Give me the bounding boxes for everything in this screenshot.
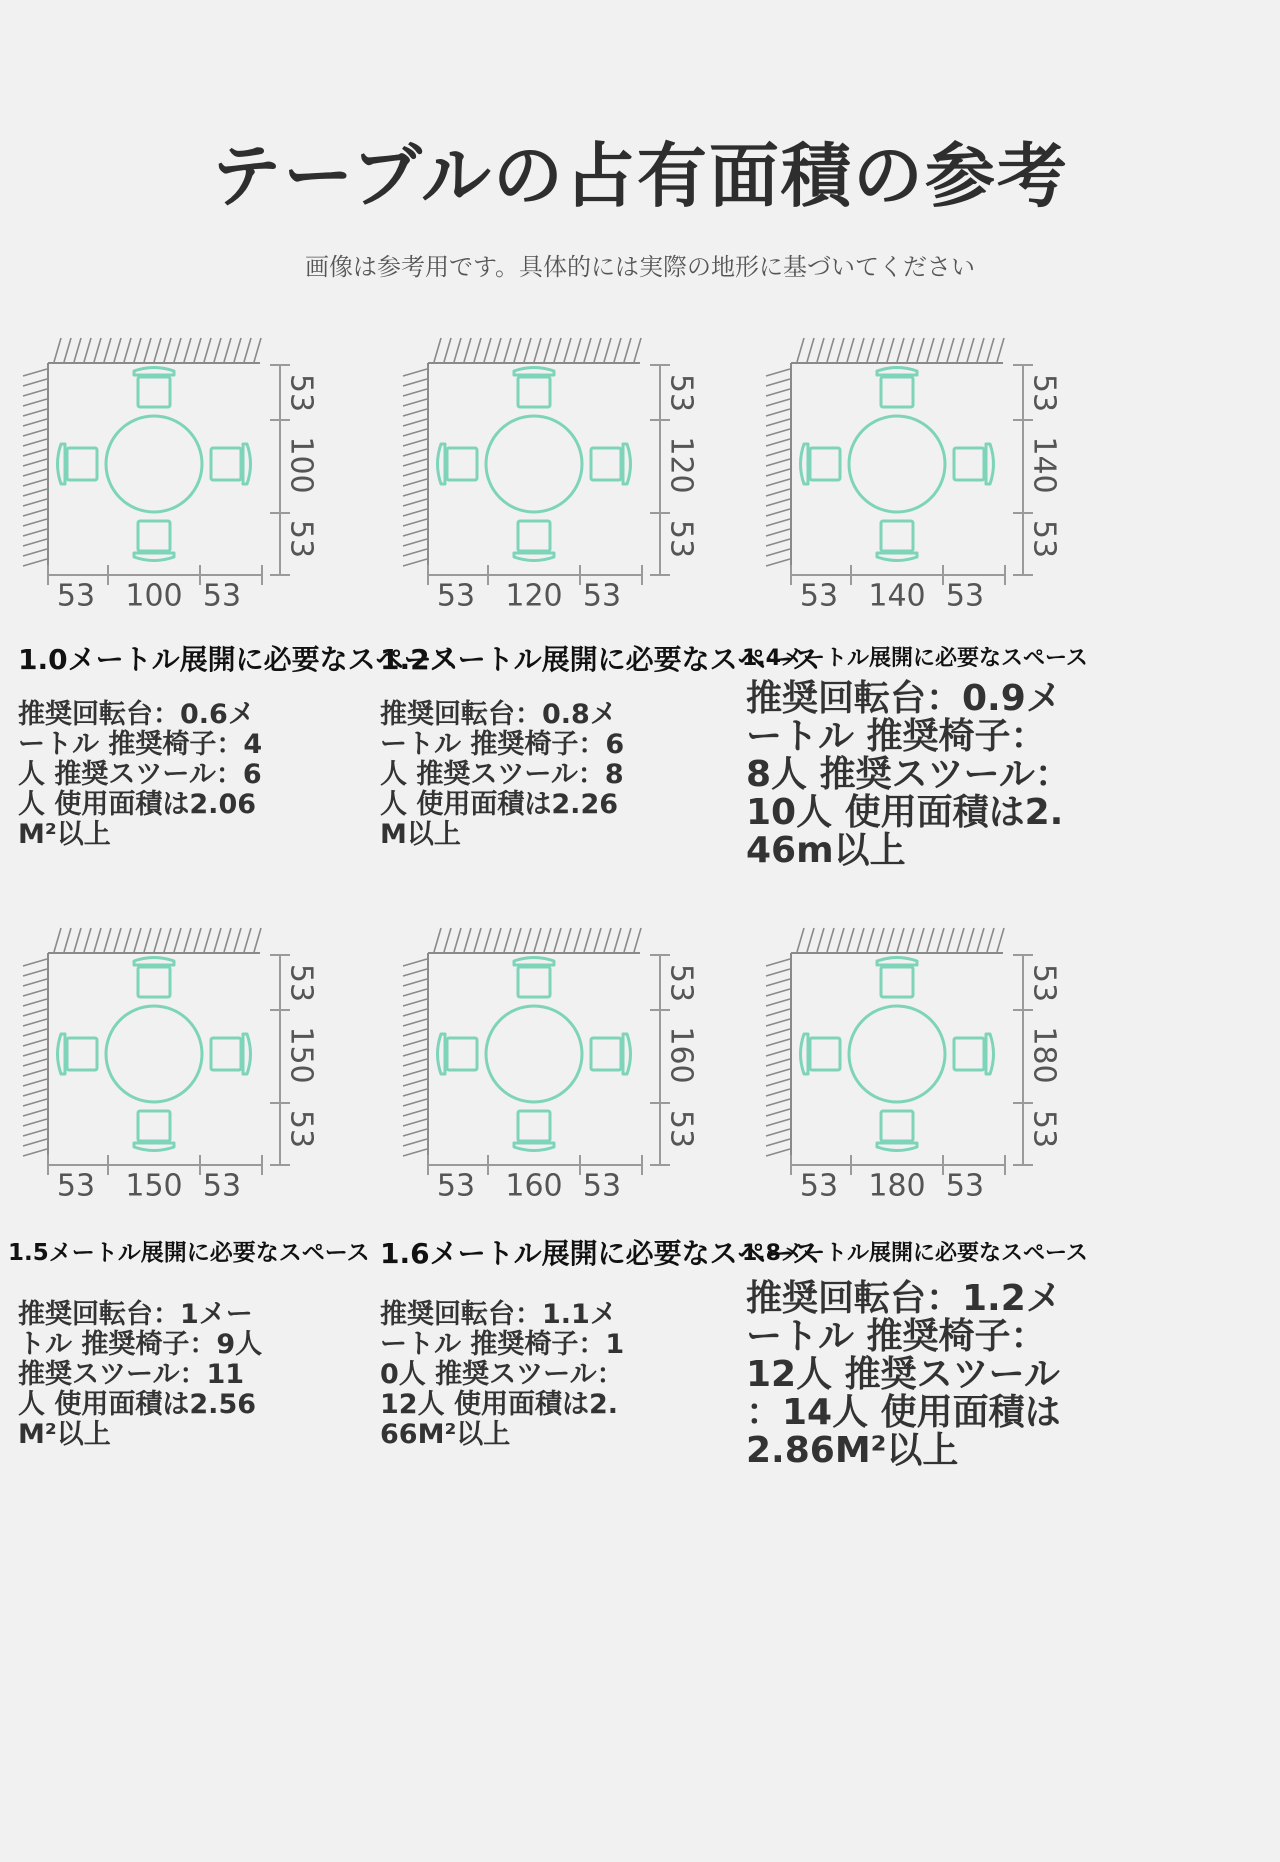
dim-right-table: 140 — [1026, 436, 1062, 494]
chair-bottom-icon — [877, 521, 917, 561]
dim-right-table: 120 — [663, 436, 699, 494]
dim-right-table: 150 — [283, 1026, 319, 1084]
dim-bottom-left: 53 — [436, 1168, 476, 1204]
dim-bottom-table: 120 — [505, 578, 563, 614]
dim-bottom-right: 53 — [945, 578, 985, 614]
dim-right-table: 100 — [283, 436, 319, 494]
dim-right-top: 53 — [283, 963, 319, 1003]
chair-top-icon — [877, 958, 917, 998]
option-heading-5: 1.6メートル展開に必要なスペース — [380, 1237, 821, 1270]
dim-bottom-left: 53 — [799, 1168, 839, 1204]
chair-top-icon — [514, 368, 554, 408]
diagram-svg — [400, 925, 730, 1255]
dim-right-top: 53 — [663, 373, 699, 413]
dim-right-bottom: 53 — [283, 1109, 319, 1149]
chair-left-icon — [438, 444, 478, 484]
chair-bottom-icon — [514, 1111, 554, 1151]
option-heading-6: 1.8メートル展開に必要なスペース — [742, 1241, 1088, 1266]
option-spec-1: 推奨回転台：0.6メートル 推奨椅子：4人 推奨スツール：6人 使用面積は2.06M²以上 — [18, 699, 263, 850]
diagram-svg — [763, 335, 1093, 665]
round-table-icon — [849, 416, 945, 512]
dim-right-bottom: 53 — [663, 1109, 699, 1149]
diagram-svg — [400, 335, 730, 665]
chair-bottom-icon — [134, 1111, 174, 1151]
option-heading-1: 1.0メートル展開に必要なスペース — [18, 643, 459, 676]
diagram-svg — [20, 925, 350, 1255]
chair-left-icon — [801, 444, 841, 484]
dim-bottom-table: 100 — [125, 578, 183, 614]
option-spec-5: 推奨回転台：1.1メートル 推奨椅子：10人 推奨スツール：12人 使用面積は2.66M²以上 — [380, 1299, 625, 1450]
table-diagram-1 — [20, 335, 350, 665]
dim-bottom-right: 53 — [202, 578, 242, 614]
table-diagram-4 — [20, 925, 350, 1255]
dim-bottom-table: 140 — [868, 578, 926, 614]
dim-bottom-right: 53 — [202, 1168, 242, 1204]
option-heading-2: 1.2メートル展開に必要なスペース — [380, 643, 821, 676]
table-diagram-3 — [763, 335, 1093, 665]
dim-right-bottom: 53 — [663, 519, 699, 559]
option-spec-2: 推奨回転台：0.8メートル 推奨椅子：6人 推奨スツール：8人 使用面積は2.26M以上 — [380, 699, 625, 850]
chair-bottom-icon — [514, 521, 554, 561]
option-spec-4: 推奨回転台：1メートル 推奨椅子：9人 推奨スツール：11人 使用面積は2.56M²以上 — [18, 1299, 263, 1450]
chair-right-icon — [954, 444, 994, 484]
round-table-icon — [106, 416, 202, 512]
dim-bottom-left: 53 — [56, 1168, 96, 1204]
chair-right-icon — [954, 1034, 994, 1074]
dim-right-bottom: 53 — [1026, 519, 1062, 559]
chair-left-icon — [58, 1034, 98, 1074]
dim-bottom-left: 53 — [799, 578, 839, 614]
dim-right-top: 53 — [663, 963, 699, 1003]
dim-bottom-table: 160 — [505, 1168, 563, 1204]
dim-bottom-table: 180 — [868, 1168, 926, 1204]
table-diagram-5 — [400, 925, 730, 1255]
page-subtitle: 画像は参考用です。具体的には実際の地形に基づいてください — [304, 253, 976, 281]
diagram-svg — [763, 925, 1093, 1255]
chair-top-icon — [134, 958, 174, 998]
page-title: テーブルの占有面積の参考 — [211, 135, 1069, 217]
option-spec-6: 推奨回転台：1.2メートル 推奨椅子：12人 推奨スツール：14人 使用面積は2.86M²以上 — [746, 1278, 1062, 1471]
chair-top-icon — [134, 368, 174, 408]
dim-right-top: 53 — [283, 373, 319, 413]
chair-right-icon — [211, 1034, 251, 1074]
dim-right-top: 53 — [1026, 373, 1062, 413]
table-diagram-6 — [763, 925, 1093, 1255]
chair-top-icon — [514, 958, 554, 998]
dim-bottom-right: 53 — [582, 578, 622, 614]
round-table-icon — [486, 1006, 582, 1102]
round-table-icon — [106, 1006, 202, 1102]
chair-bottom-icon — [134, 521, 174, 561]
dim-bottom-left: 53 — [56, 578, 96, 614]
dim-right-bottom: 53 — [283, 519, 319, 559]
dim-right-bottom: 53 — [1026, 1109, 1062, 1149]
dim-bottom-right: 53 — [945, 1168, 985, 1204]
option-heading-3: 1.4メートル展開に必要なスペース — [742, 646, 1088, 671]
chair-right-icon — [591, 444, 631, 484]
dim-right-table: 180 — [1026, 1026, 1062, 1084]
dim-bottom-table: 150 — [125, 1168, 183, 1204]
round-table-icon — [486, 416, 582, 512]
option-heading-4: 1.5メートル展開に必要なスペース — [8, 1240, 370, 1266]
dim-right-top: 53 — [1026, 963, 1062, 1003]
dim-right-table: 160 — [663, 1026, 699, 1084]
chair-top-icon — [877, 368, 917, 408]
dim-bottom-right: 53 — [582, 1168, 622, 1204]
table-diagram-2 — [400, 335, 730, 665]
chair-right-icon — [591, 1034, 631, 1074]
dim-bottom-left: 53 — [436, 578, 476, 614]
option-spec-3: 推奨回転台：0.9メートル 推奨椅子：8人 推奨スツール：10人 使用面積は2.46m以上 — [746, 678, 1071, 871]
chair-left-icon — [438, 1034, 478, 1074]
diagram-svg — [20, 335, 350, 665]
chair-left-icon — [801, 1034, 841, 1074]
chair-bottom-icon — [877, 1111, 917, 1151]
round-table-icon — [849, 1006, 945, 1102]
chair-left-icon — [58, 444, 98, 484]
chair-right-icon — [211, 444, 251, 484]
